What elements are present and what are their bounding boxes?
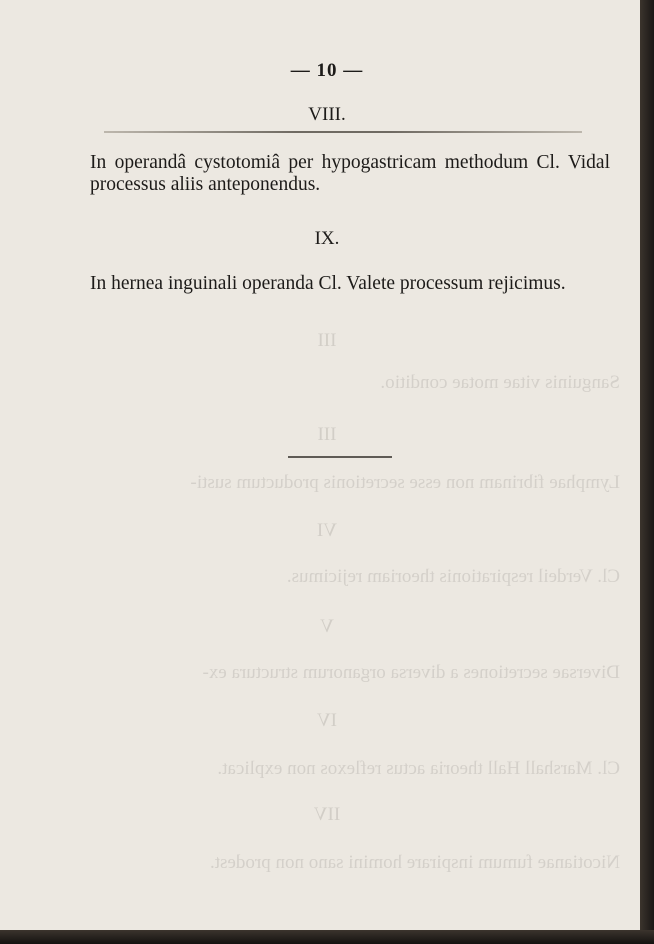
bleed-through: Cl. Marshall Hall theoria actus reflexos non explicat. [217,758,620,779]
section-numeral-ix: IX. [314,228,340,249]
bleed-through: Lymphae fibrinam non esse secretionis productum susti- [190,472,620,493]
bleed-through: III [317,330,337,351]
page-number: — 10 — [290,60,364,81]
horizontal-rule [104,131,582,133]
bleed-through-rule [288,456,392,458]
bleed-through: III [317,424,337,445]
bleed-through: Cl. Verdeil respirationis theoriam rejicimus. [286,566,620,587]
bleed-through: VI [316,520,338,541]
book-bottom-edge [0,930,654,944]
bleed-through: Nicotianae fumum inspirare homini sano non prodest. [210,852,620,873]
bleed-through: IIV [313,804,341,825]
bleed-through: IV [316,710,338,731]
book-binding-edge [640,0,654,944]
bleed-through: Sanguinis vitae motae conditio. [380,372,620,393]
bleed-through: V [320,616,334,637]
section-numeral-viii: VIII. [308,104,346,125]
bleed-through: Diversae secretiones a diversa organorum structura ex- [202,662,620,683]
thesis-viii-text: In operandâ cystotomiâ per hypogastricam methodum Cl. Vidal processus aliis anteponendus. [90,152,610,195]
thesis-ix-text: In hernea inguinali operanda Cl. Valete processum rejicimus. [90,273,566,294]
